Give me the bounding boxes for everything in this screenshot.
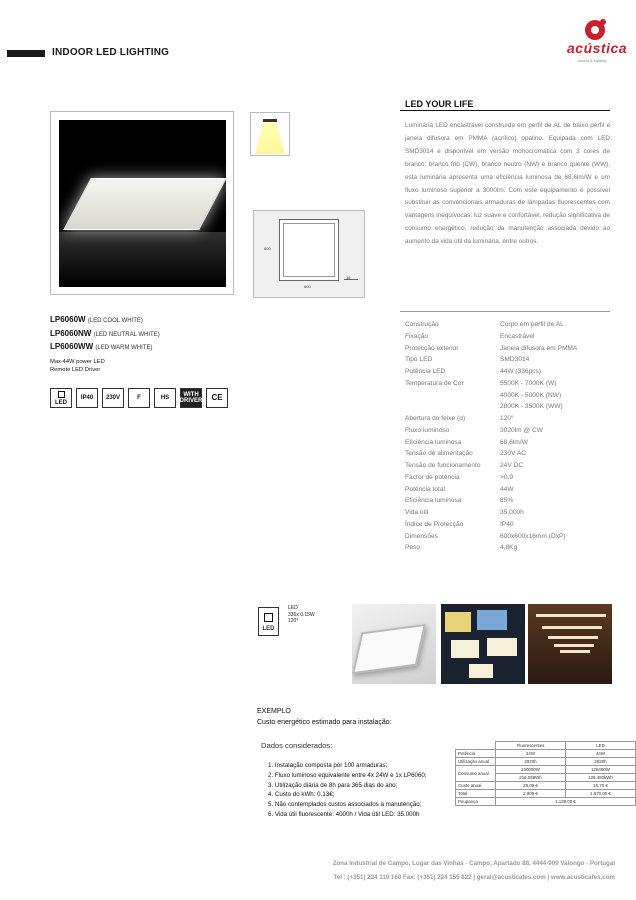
- spec-row: Tensão de alimentação 230V AC: [405, 450, 527, 458]
- model-list: [50, 314, 160, 355]
- feature-list: [50, 358, 105, 374]
- section-title: LED YOUR LIFE: [405, 99, 474, 109]
- led-icon: LED: [50, 388, 72, 408]
- dimension-height: 600: [264, 246, 271, 251]
- light-beam-icon: [250, 112, 290, 156]
- spec-row: 4000K - 5000K (NW): [500, 391, 562, 399]
- section-divider: [400, 110, 610, 111]
- example-title: EXEMPLO: [257, 708, 291, 715]
- spec-row: Fixação Encastrável: [405, 332, 535, 340]
- example-list: [268, 761, 427, 820]
- feature-item: Max 44W power LED: [50, 359, 105, 365]
- table-row: Custo anual 28,09 € 16,70 €: [456, 782, 636, 790]
- table-row: Total 2.809 € 1.670,00 €: [456, 790, 636, 798]
- spec-row: Eficiência luminosa 68,6lm/W: [405, 438, 528, 446]
- led-note: LED 336x 0.15W 120°: [288, 605, 315, 624]
- model-item: LP6060W (LED COOL WHITE): [50, 315, 143, 324]
- with-driver-icon: WITH DRIVER: [180, 388, 202, 408]
- application-photo-corridor: [528, 604, 612, 684]
- page-title: INDOOR LED LIGHTING: [52, 47, 170, 58]
- application-photo-panel: [352, 604, 436, 684]
- spec-table: [405, 319, 610, 554]
- table-row: Poupança 1.139,00 €: [456, 798, 636, 806]
- table-row: Potência 24W 44W: [456, 750, 636, 758]
- list-item: 3. Utilização diária de 8h para 365 dias do ano;: [268, 781, 398, 789]
- spec-row: Fluxo luminoso 3020lm @ CW: [405, 426, 543, 434]
- list-item: 4. Custo do kWh: 0.13€;: [268, 791, 335, 799]
- ip40-icon: IP40: [76, 388, 98, 408]
- table-row: Consumo anual 230000W 128480W: [456, 766, 636, 774]
- list-item: 2. Fluxo luminoso equivalente entre 4x 24W e 1x LP6060;: [268, 771, 427, 779]
- brand-name: acústica: [567, 40, 628, 56]
- spec-row: Protecção exterior Janela difusora em PMMA: [405, 344, 578, 352]
- example-subtitle: Custo energético estimado para instalação:: [257, 719, 392, 726]
- ce-mark-icon: CE: [206, 388, 228, 408]
- spec-row: Abertura do feixe (α) 120°: [405, 415, 514, 422]
- spec-row: Construção Corpo em perfil de AL: [405, 321, 564, 328]
- led-chip-icon: LED: [258, 607, 279, 636]
- table-row: 216.088Wh 128.480kWh: [456, 774, 636, 782]
- spec-row: Temperatura de Cor 5500K - 7000K (W): [405, 379, 557, 387]
- spec-row: Tensão de funcionamento 24V DC: [405, 462, 524, 469]
- spec-row: Potência total 44W: [405, 485, 514, 493]
- list-item: 5. Não contemplados custos associados a manutenção;: [268, 801, 422, 809]
- spec-row: Tipo LED SMD3014: [405, 356, 530, 364]
- list-item: 1. Instalação composta por 100 armaduras;: [268, 762, 388, 769]
- dimension-thickness: 16: [346, 275, 351, 280]
- 230v-icon: 230V: [102, 388, 124, 408]
- product-photo: [59, 120, 226, 287]
- spec-row: Dimensões 600x600x16mm (DxP): [405, 532, 566, 540]
- list-item: 6. Vida útil fluorescente: 4000h / Vida útil LED: 35.000h: [268, 810, 420, 818]
- hs-mark-icon: HS: [154, 388, 176, 408]
- product-description: Luminária LED encastrável construída em perfil de AL de baixo perfil e janela difusora em PMMA (acrílico) opalino. Equipada com LED SMD3014 e disponível em versão monocromática com 3 cores de branco: branco frio (CW), branco neutro (NW) e branco quente (WW), esta luminária apresenta uma eficiência luminosa de 68,6lm/W e um fluxo luminoso superior a 3000lm. Com este equipamento é possível substituir as convencionais armaduras de lâmpadas fluorescentes com vantagens inequívocas: luz suave e confortável, redução significativa de consumo energético, redução da manutenção associada devido ao aumento da vida útil da luminária, entre outros.: [405, 122, 610, 246]
- dimension-width: 600: [304, 284, 311, 289]
- spec-row: Índice de Protecção IP40: [405, 520, 514, 528]
- brand-tagline: sound & lighting: [578, 58, 607, 63]
- model-item: LP6060NW (LED NEUTRAL WHITE): [50, 328, 160, 338]
- product-photo-frame: [50, 111, 234, 295]
- spec-row: Vida útil 35.000h: [405, 509, 524, 516]
- table-row: Fluorescentes LED: [456, 742, 636, 750]
- model-item: LP6060WW (LED WARM WHITE): [50, 342, 153, 351]
- table-row: Utilização anual 2920h 2920h: [456, 758, 636, 766]
- footer-address: Zona Industrial de Campo, Lugar das Vinhas - Campo, Apartado 88, 4444-909 Valongo - Portugal: [332, 860, 615, 867]
- specs-divider: [400, 311, 610, 312]
- certification-icons: [50, 388, 228, 408]
- application-photo-ceiling: [441, 604, 525, 684]
- spec-row: Potência LED 44W (336pcs): [405, 368, 542, 375]
- feature-item: Remote LED Driver: [50, 367, 101, 373]
- header-bar: [7, 50, 45, 57]
- spec-row: Eficiência luminosa 85%: [405, 497, 514, 505]
- footer-contacts: Tel : (+351) 224 119 160 Fax: (+351) 224 155 822 | geral@acusticafes.com | www.acusticafes.com: [333, 874, 615, 881]
- technical-drawing: [253, 210, 365, 298]
- spec-row: Factor de potência >0.9: [405, 473, 514, 481]
- f-mark-icon: F: [128, 388, 150, 408]
- example-data-heading: Dados considerados:: [261, 741, 333, 750]
- spec-row: 2800K - 3500K (WW): [500, 403, 563, 411]
- spec-row: Peso 4,8Kg: [405, 544, 518, 552]
- cost-table: [455, 741, 636, 806]
